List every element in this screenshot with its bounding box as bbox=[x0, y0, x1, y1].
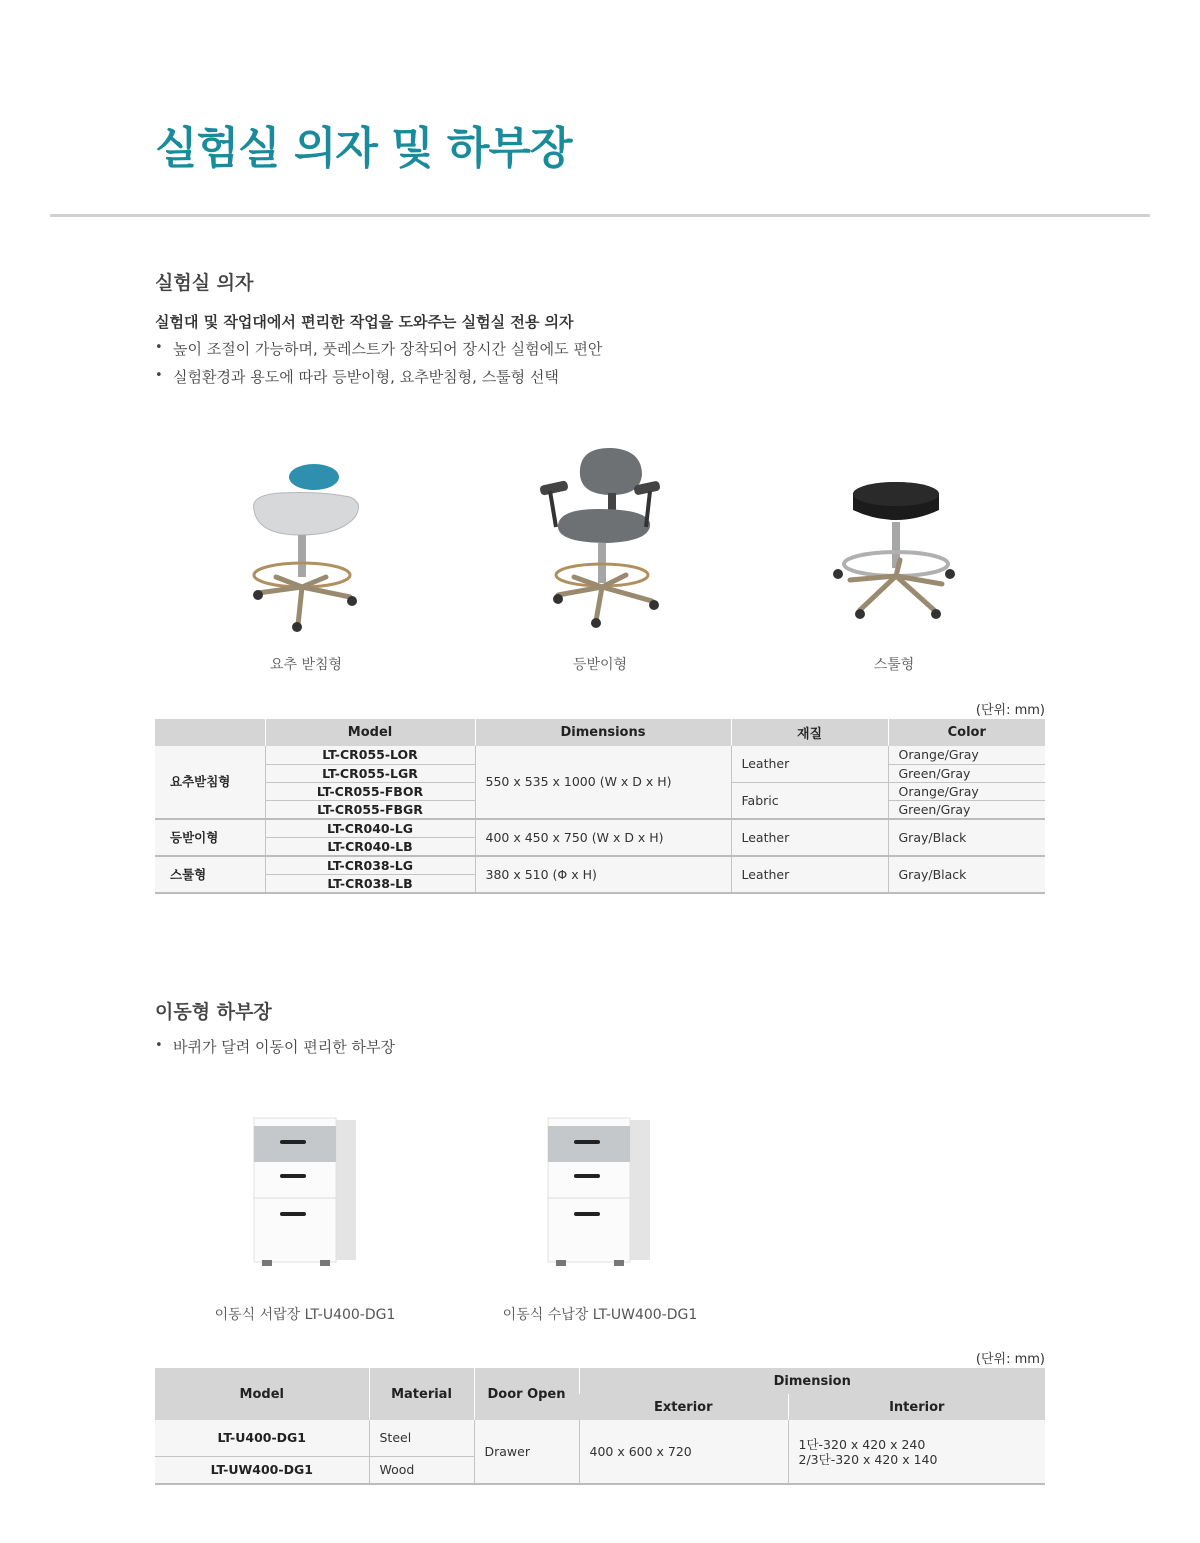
table-header-row bbox=[155, 1368, 1045, 1394]
table-row bbox=[155, 1420, 1045, 1456]
color-cell: Green/Gray bbox=[888, 800, 1045, 819]
model-cell: LT-CR055-FBOR bbox=[265, 782, 475, 800]
group-backrest: 등받이형 bbox=[155, 819, 265, 856]
cabinets-unit-note: (단위: mm) bbox=[975, 1352, 1045, 1367]
backrest-chair-image bbox=[538, 445, 663, 630]
chairs-bullet-2: • 실험환경과 용도에 따라 등받이형, 요추받침형, 스툴형 선택 bbox=[155, 368, 559, 386]
chairs-spec-table bbox=[155, 719, 1045, 894]
material-cell: Leather bbox=[731, 819, 888, 856]
cabinets-spec-table bbox=[155, 1368, 1045, 1485]
chairs-bullet-1: • 높이 조절이 가능하며, 풋레스트가 장착되어 장시간 실험에도 편안 bbox=[155, 340, 603, 358]
material-cell: Steel bbox=[369, 1420, 474, 1456]
header-color: Color bbox=[888, 719, 1045, 746]
title-divider bbox=[50, 214, 1150, 217]
model-cell: LT-CR055-LGR bbox=[265, 764, 475, 782]
model-cell: LT-CR040-LB bbox=[265, 837, 475, 856]
header-door-open: Door Open bbox=[474, 1368, 579, 1420]
section-title-cabinets: 이동형 하부장 bbox=[155, 1001, 272, 1023]
backrest-chair-caption: 등받이형 bbox=[572, 657, 628, 673]
storage-cabinet-caption: 이동식 수납장 LT-UW400-DG1 bbox=[502, 1307, 698, 1323]
header-model: Model bbox=[155, 1368, 369, 1420]
group-stool: 스툴형 bbox=[155, 856, 265, 893]
color-cell: Gray/Black bbox=[888, 856, 1045, 893]
cabinets-bullet-1: • 바퀴가 달려 이동이 편리한 하부장 bbox=[155, 1038, 395, 1056]
model-cell: LT-CR038-LG bbox=[265, 856, 475, 875]
header-model: Model bbox=[265, 719, 475, 746]
table-row bbox=[155, 819, 1045, 838]
section-title-chairs: 실험실 의자 bbox=[155, 272, 254, 294]
header-dimension: Dimension bbox=[579, 1368, 1045, 1394]
model-cell: LT-UW400-DG1 bbox=[155, 1456, 369, 1484]
drawer-cabinet-image bbox=[246, 1112, 361, 1272]
group-lumbar: 요추받침형 bbox=[155, 746, 265, 819]
color-cell: Green/Gray bbox=[888, 764, 1045, 782]
dimension-cell: 550 x 535 x 1000 (W x D x H) bbox=[475, 746, 731, 819]
lumbar-chair-caption: 요추 받침형 bbox=[269, 657, 343, 673]
storage-cabinet-image bbox=[540, 1112, 655, 1272]
lumbar-chair-image bbox=[240, 455, 375, 635]
door-open-cell: Drawer bbox=[474, 1420, 579, 1484]
color-cell: Orange/Gray bbox=[888, 746, 1045, 764]
model-cell: LT-CR040-LG bbox=[265, 819, 475, 838]
table-header-row bbox=[155, 719, 1045, 746]
dimension-cell: 400 x 450 x 750 (W x D x H) bbox=[475, 819, 731, 856]
color-cell: Gray/Black bbox=[888, 819, 1045, 856]
header-material: Material bbox=[369, 1368, 474, 1420]
interior-line-2: 2/3단-320 x 420 x 140 bbox=[798, 1451, 938, 1467]
header-material: 재질 bbox=[731, 719, 888, 746]
dimension-cell: 380 x 510 (Φ x H) bbox=[475, 856, 731, 893]
table-row bbox=[155, 856, 1045, 875]
stool-image bbox=[830, 478, 955, 623]
interior-cell bbox=[788, 1420, 1045, 1484]
drawer-cabinet-caption: 이동식 서랍장 LT-U400-DG1 bbox=[214, 1307, 396, 1323]
material-cell: Wood bbox=[369, 1456, 474, 1484]
stool-caption: 스툴형 bbox=[873, 657, 915, 673]
header-interior: Interior bbox=[788, 1394, 1045, 1420]
exterior-cell: 400 x 600 x 720 bbox=[579, 1420, 788, 1484]
model-cell: LT-U400-DG1 bbox=[155, 1420, 369, 1456]
model-cell: LT-CR055-FBGR bbox=[265, 800, 475, 819]
header-exterior: Exterior bbox=[579, 1394, 788, 1420]
interior-line-1: 1단-320 x 420 x 240 bbox=[798, 1436, 926, 1452]
material-cell: Fabric bbox=[731, 782, 888, 819]
model-cell: LT-CR055-LOR bbox=[265, 746, 475, 764]
material-cell: Leather bbox=[731, 746, 888, 782]
chairs-lead-text: 실험대 및 작업대에서 편리한 작업을 도와주는 실험실 전용 의자 bbox=[155, 313, 574, 331]
table-row bbox=[155, 746, 1045, 764]
header-dimensions: Dimensions bbox=[475, 719, 731, 746]
model-cell: LT-CR038-LB bbox=[265, 874, 475, 893]
material-cell: Leather bbox=[731, 856, 888, 893]
chairs-unit-note: (단위: mm) bbox=[975, 703, 1045, 718]
page-title: 실험실 의자 및 하부장 bbox=[155, 123, 572, 174]
color-cell: Orange/Gray bbox=[888, 782, 1045, 800]
